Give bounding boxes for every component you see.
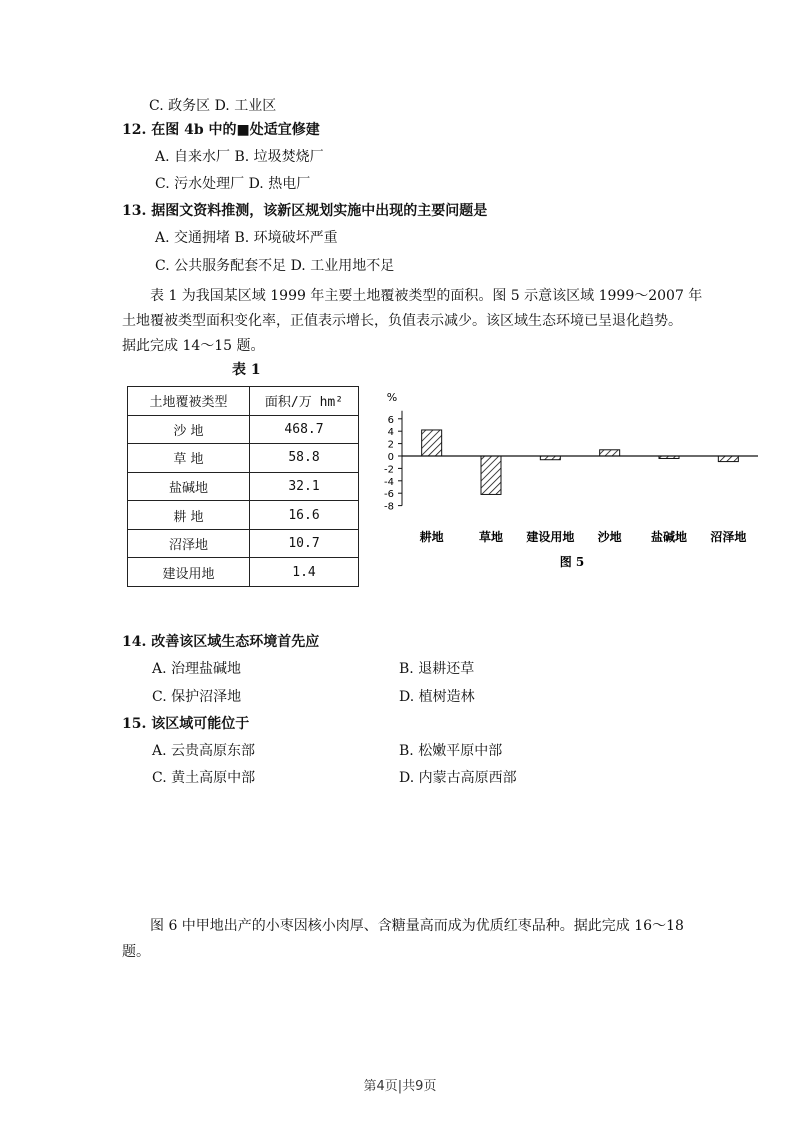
x-category-label: 耕地 xyxy=(419,530,444,544)
x-category-label: 沙地 xyxy=(597,530,622,544)
x-category-label: 建设用地 xyxy=(526,530,575,544)
table1-caption: 表 1 xyxy=(232,362,261,378)
y-tick-label: -8 xyxy=(384,501,394,513)
q14-option-b: B. 退耕还草 xyxy=(399,661,475,677)
intro-paragraph-line1: 表 1 为我国某区域 1999 年主要土地覆被类型的面积。图 5 示意该区域 1999～2007 年 xyxy=(150,288,703,304)
table-cell: 耕 地 xyxy=(128,501,250,530)
bar xyxy=(422,430,442,456)
table1 xyxy=(127,386,359,587)
table-cell: 建设用地 xyxy=(128,558,250,587)
table-cell: 58.8 xyxy=(250,444,359,473)
y-tick-label: 2 xyxy=(387,439,394,451)
x-category-label: 草地 xyxy=(478,530,504,544)
table-row xyxy=(128,415,359,444)
q14-option-d: D. 植树造林 xyxy=(399,689,475,705)
y-tick-label: -4 xyxy=(384,476,394,488)
y-tick-label: -6 xyxy=(384,489,394,501)
x-category-label: 沼泽地 xyxy=(710,530,747,544)
intro-paragraph-line2: 土地覆被类型面积变化率，正值表示增长，负值表示减少。该区域生态环境已呈退化趋势。 xyxy=(122,313,682,329)
option-c-d-q11: C. 政务区 D. 工业区 xyxy=(149,98,277,114)
table-row xyxy=(128,558,359,587)
table-cell: 沼泽地 xyxy=(128,529,250,558)
table-row xyxy=(128,472,359,501)
q15-option-d: D. 内蒙古高原西部 xyxy=(399,770,517,786)
intro-paragraph-line3: 据此完成 14～15 题。 xyxy=(122,338,265,354)
table-cell: 沙 地 xyxy=(128,415,250,444)
table-cell: 草 地 xyxy=(128,444,250,473)
q14-option-a: A. 治理盐碱地 xyxy=(152,661,242,677)
paragraph-fig6-line2: 题。 xyxy=(122,944,150,960)
table-cell: 16.6 xyxy=(250,501,359,530)
y-axis-label: % xyxy=(386,390,398,404)
q12-options-ab: A. 自来水厂 B. 垃圾焚烧厂 xyxy=(155,149,324,165)
y-tick-label: 4 xyxy=(387,427,394,439)
q15-option-a: A. 云贵高原东部 xyxy=(152,743,256,759)
bar xyxy=(481,456,501,494)
page-footer: 第4页|共9页 xyxy=(363,1079,437,1094)
question-14: 14. 改善该区域生态环境首先应 xyxy=(122,634,320,650)
table-header-cell: 土地覆被类型 xyxy=(128,387,250,416)
table-cell: 盐碱地 xyxy=(128,472,250,501)
table-cell: 1.4 xyxy=(250,558,359,587)
q15-option-b: B. 松嫩平原中部 xyxy=(399,743,503,759)
paragraph-fig6-line1: 图 6 中甲地出产的小枣因核小肉厚、含糖量高而成为优质红枣品种。据此完成 16～18 xyxy=(150,918,684,934)
y-tick-label: 6 xyxy=(387,414,394,426)
x-category-label: 盐碱地 xyxy=(650,530,688,544)
question-15: 15. 该区域可能位于 xyxy=(122,716,250,732)
question-13: 13. 据图文资料推测，该新区规划实施中出现的主要问题是 xyxy=(122,203,488,219)
table-row xyxy=(128,529,359,558)
table-header-row xyxy=(128,387,359,416)
table-row xyxy=(128,444,359,473)
y-tick-label: 0 xyxy=(387,452,394,463)
bar xyxy=(659,456,679,458)
question-12: 12. 在图 4b 中的■处适宜修建 xyxy=(122,122,320,138)
table-row xyxy=(128,501,359,530)
q13-options-ab: A. 交通拥堵 B. 环境破坏严重 xyxy=(155,230,338,246)
q14-option-c: C. 保护沼泽地 xyxy=(152,689,242,705)
q12-options-cd: C. 污水处理厂 D. 热电厂 xyxy=(155,176,311,192)
bar xyxy=(718,456,738,462)
table-cell: 32.1 xyxy=(250,472,359,501)
q15-option-c: C. 黄土高原中部 xyxy=(152,770,256,786)
y-tick-label: -2 xyxy=(384,464,394,476)
land-cover-change-chart xyxy=(366,362,766,576)
bar xyxy=(600,450,620,456)
table-header-cell: 面积/万 hm² xyxy=(250,387,359,416)
table-cell: 468.7 xyxy=(250,415,359,444)
q13-options-cd: C. 公共服务配套不足 D. 工业用地不足 xyxy=(155,258,395,274)
table-cell: 10.7 xyxy=(250,529,359,558)
chart-title: 图 5 xyxy=(559,555,585,569)
bar xyxy=(540,456,560,460)
